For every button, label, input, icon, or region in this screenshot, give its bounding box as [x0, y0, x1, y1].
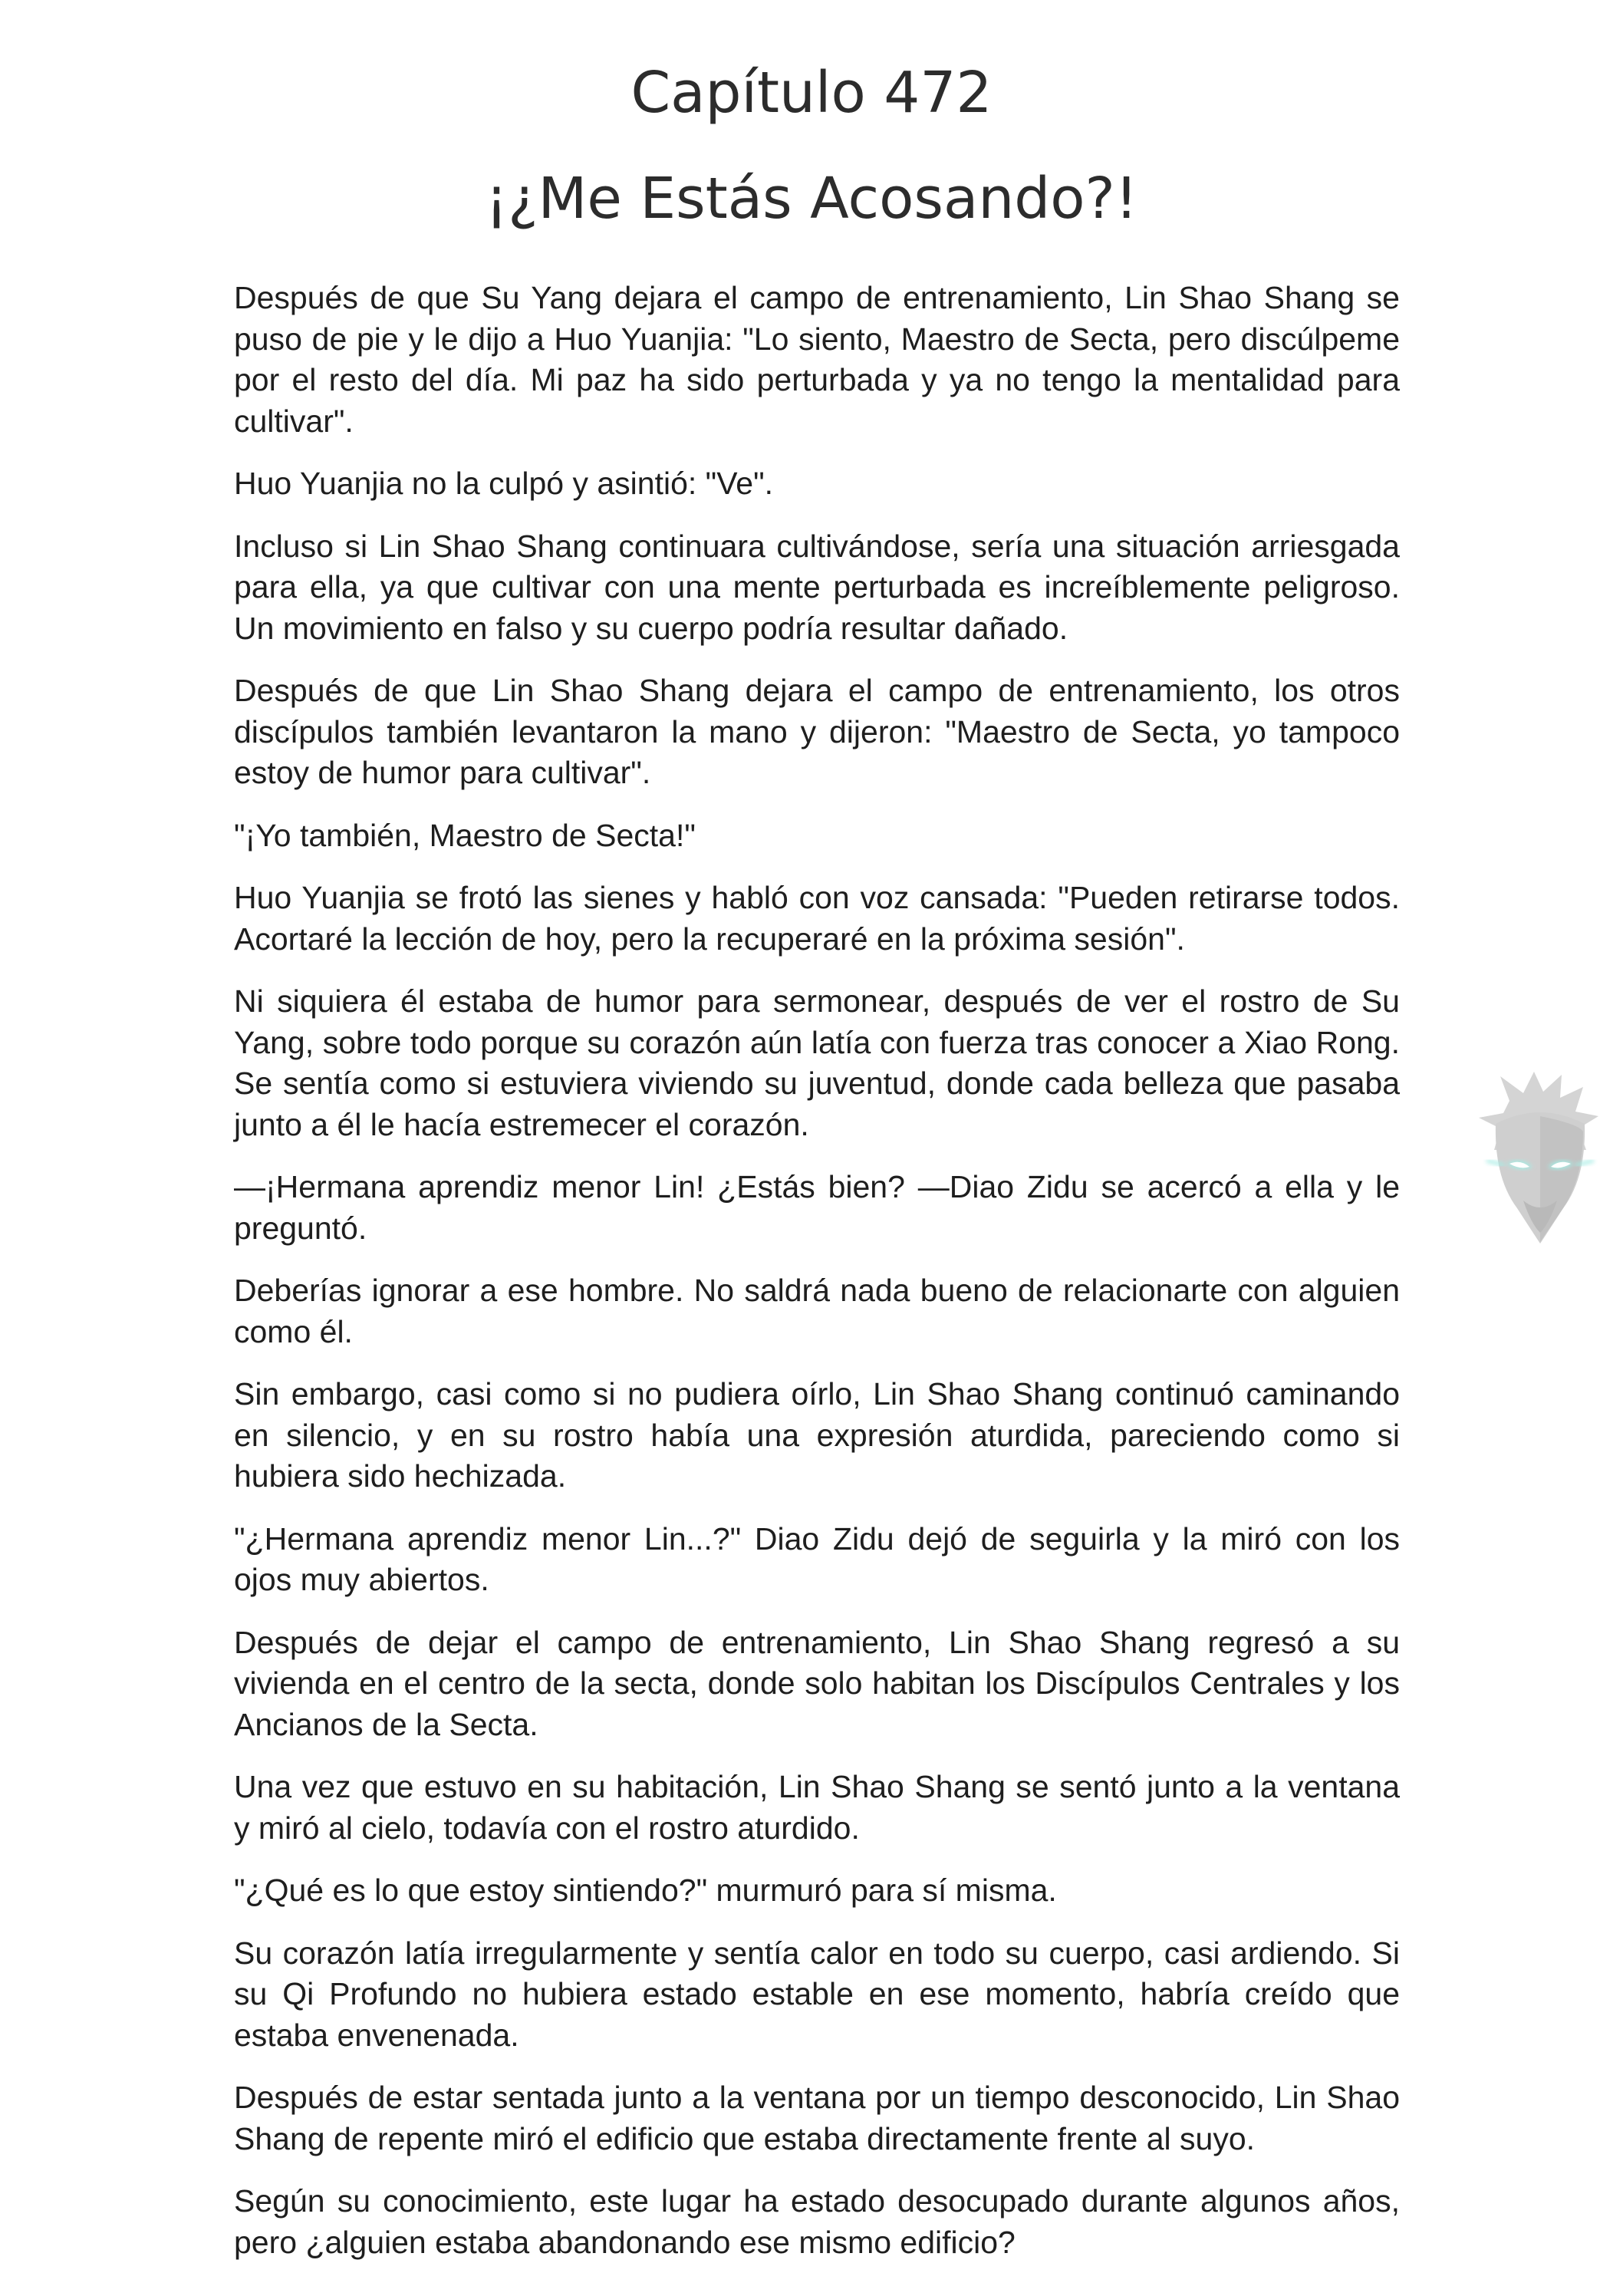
paragraph: Después de dejar el campo de entrenamiento, Lin Shao Shang regresó a su vivienda en el centro de la secta, donde solo habitan los Discípulos Centrales y los Ancianos de la Secta.: [234, 1624, 1400, 1742]
paragraph: "¿Qué es lo que estoy sintiendo?" murmuró para sí misma.: [234, 1873, 1057, 1908]
paragraph: Según su conocimiento, este lugar ha estado desocupado durante algunos años, pero ¿alguien estaba abandonando ese mismo edificio?: [234, 2183, 1400, 2260]
paragraph: "¡Yo también, Maestro de Secta!": [234, 817, 696, 853]
paragraph: Ni siquiera él estaba de humor para sermonear, después de ver el rostro de Su Yang, sobre todo porque su corazón aún latía con fuerza tras conocer a Xiao Rong. Se sentía como si estuviera viviendo su juventud, donde cada belleza que pasaba junto a él le hacía estremecer el corazón.: [234, 983, 1400, 1142]
paragraph: Incluso si Lin Shao Shang continuara cultivándose, sería una situación arriesgada para ella, ya que cultivar con una mente perturbada es increíblemente peligroso. Un movimiento en falso y su cuerpo podría resultar dañado.: [234, 528, 1400, 646]
paragraph: Su corazón latía irregularmente y sentía calor en todo su cuerpo, casi ardiendo. Si su Qi Profundo no hubiera estado estable en ese momento, habría creído que estaba envenenada.: [234, 1935, 1400, 2053]
paragraph: Huo Yuanjia se frotó las sienes y habló con voz cansada: "Pueden retirarse todos. Acortaré la lección de hoy, pero la recuperaré en la próxima sesión".: [234, 880, 1400, 957]
paragraph: Deberías ignorar a ese hombre. No saldrá nada bueno de relacionarte con alguien como él.: [234, 1273, 1400, 1349]
paragraph: "¿Hermana aprendiz menor Lin...?" Diao Zidu dejó de seguirla y la miró con los ojos muy abiertos.: [234, 1520, 1400, 1597]
paragraph: Huo Yuanjia no la culpó y asintió: "Ve".: [234, 466, 774, 501]
paragraph: Después de estar sentada junto a la ventana por un tiempo desconocido, Lin Shao Shang de repente miró el edificio que estaba directamente frente al suyo.: [234, 2080, 1400, 2156]
paragraph: Después de que Su Yang dejara el campo de entrenamiento, Lin Shao Shang se puso de pie y le dijo a Huo Yuanjia: "Lo siento, Maestro de Secta, pero discúlpeme por el resto del día. Mi paz ha sido perturbada y ya no tengo la mentalidad para cultivar".: [234, 280, 1400, 439]
paragraph: Sin embargo, casi como si no pudiera oírlo, Lin Shao Shang continuó caminando en silencio, y en su rostro había una expresión aturdida, pareciendo como si hubiera sido hechizada.: [234, 1376, 1400, 1494]
chapter-title: ¡¿Me Estás Acosando?!: [485, 166, 1138, 232]
paragraph: Después de que Lin Shao Shang dejara el campo de entrenamiento, los otros discípulos también levantaron la mano y dijeron: "Maestro de Secta, yo tampoco estoy de humor para cultivar".: [234, 673, 1400, 790]
paragraph: Una vez que estuvo en su habitación, Lin Shao Shang se sentó junto a la ventana y miró al cielo, todavía con el rostro aturdido.: [234, 1769, 1400, 1846]
chapter-header: [0, 40, 1623, 252]
demon-head-icon: [1463, 1070, 1617, 1247]
paragraph: —¡Hermana aprendiz menor Lin! ¿Estás bien? —Diao Zidu se acercó a ella y le preguntó.: [234, 1169, 1400, 1246]
chapter-number: Capítulo 472: [630, 60, 993, 126]
chapter-body: [234, 278, 1400, 2284]
